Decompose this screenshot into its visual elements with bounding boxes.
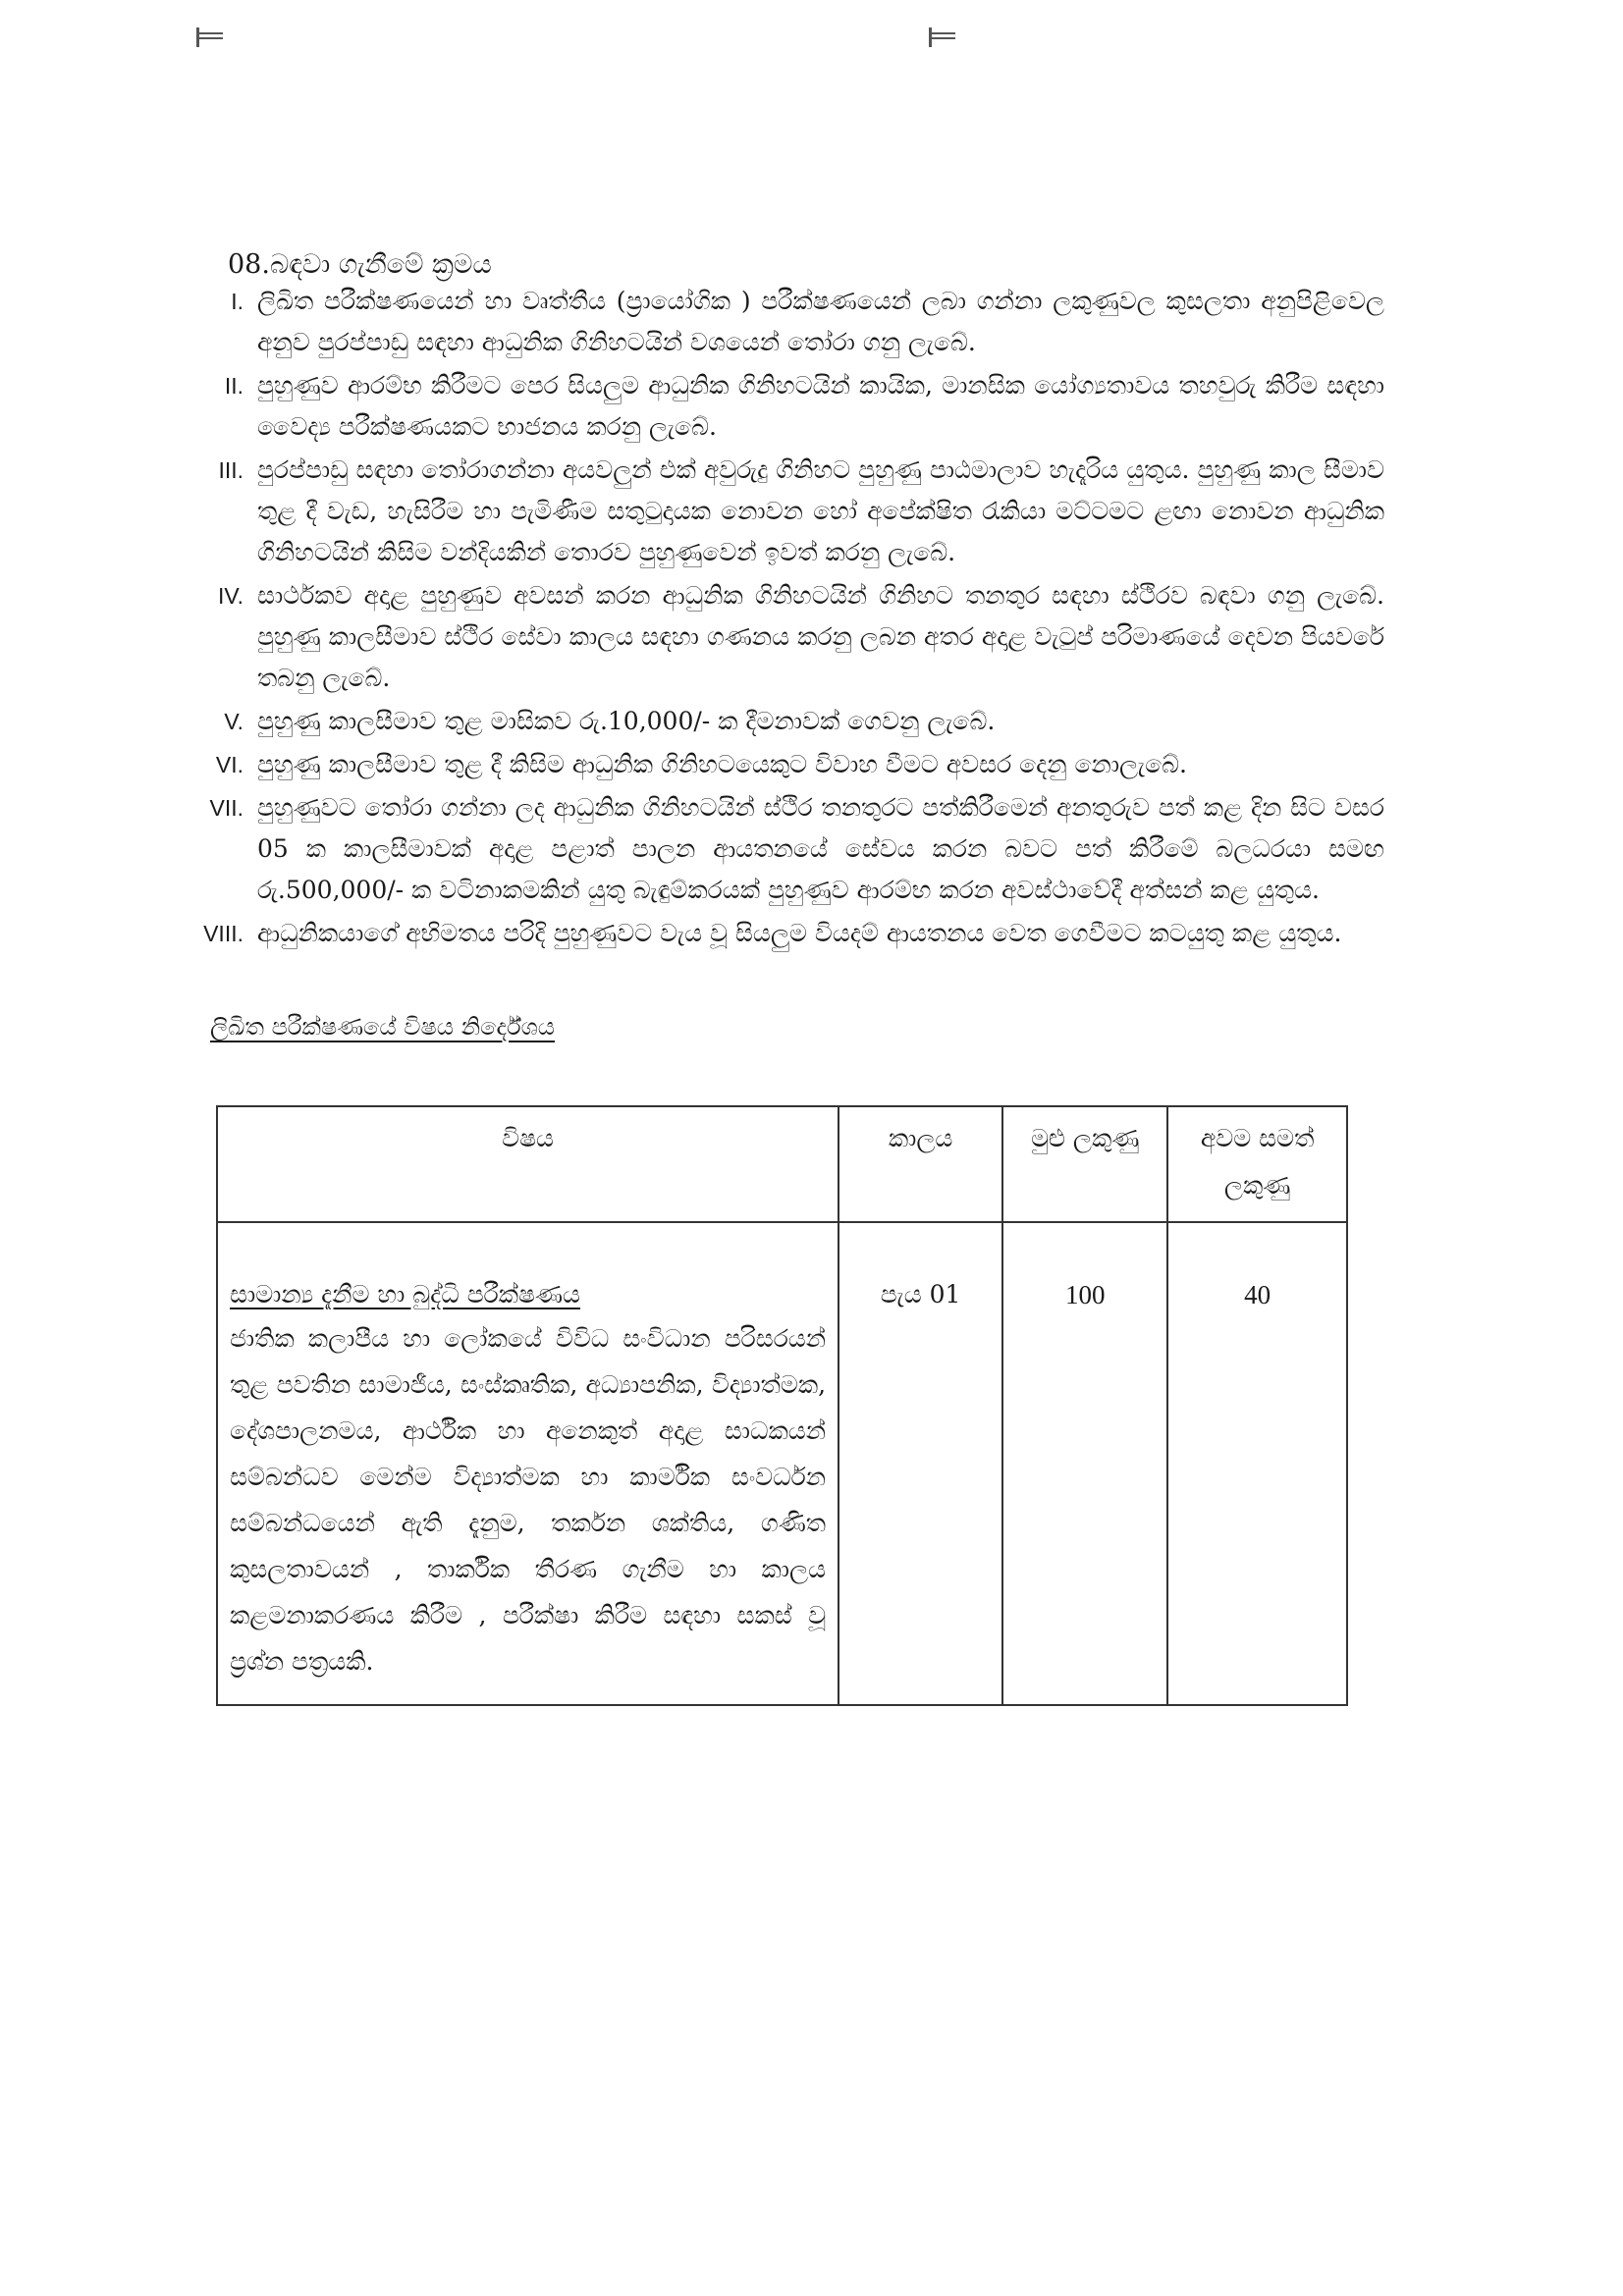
step-text: පුහුණුව ආරම්භ කිරීමට පෙර සියලුම ආධුනික ගිනිහටයින් කායික, මානසික යෝග්‍යතාවය තහවුරු කිරීම සඳහා වෛද්‍ය පරීක්ෂණයකට භාජනය කරනු ලැබේ. xyxy=(257,371,1384,441)
table-header-row xyxy=(217,1106,1347,1222)
step-text: පුහුණු කාලසීමාව තුළ මාසිකව රු.10,000/- ක දීමනාවක් ගෙවනු ලැබේ. xyxy=(257,707,996,735)
step-text: පුහුණු කාලසීමාව තුළ දී කිසිම ආධුනික ගිනිහටයෙකුට විවාහ වීමට අවසර දෙනු නොලැබේ. xyxy=(257,750,1187,778)
step-item xyxy=(167,365,1384,448)
header-subject: විෂය xyxy=(217,1106,839,1222)
total-marks-cell: 100 xyxy=(1002,1222,1167,1705)
step-item xyxy=(167,787,1384,911)
step-item xyxy=(167,744,1384,785)
step-number: II. xyxy=(224,373,243,399)
subject-description: ජාතික කලාපීය හා ලෝකයේ විවිධ සංවිධාන පරිසරයන් තුළ පවතින සාමාජීය, සංස්කෘතික, අධ්‍යාපනික, විද්‍යාත්මක, දේශපාලනමය, ආර්ථික හා අනෙකුත් අදාළ සාධකයන් සම්බන්ධව මෙන්ම විද්‍යාත්මක හා කාර්මික සංවර්ධන සම්බන්ධයෙන් ඇති දැනුම, තර්කන ශක්තිය, ගණිත කුසලතාවයන් , තාර්කික තීරණ ගැනීම හා කාලය කළමනාකරණය කිරීම , පරීක්ෂා කිරීම සඳහා සකස් වූ ප්‍රශ්න පත්‍රයකි. xyxy=(230,1324,827,1676)
section-heading: 08.බඳවා ගැනීමේ ක්‍රමය xyxy=(228,249,492,280)
step-text: ආධුනිකයාගේ අභිමතය පරිදි පුහුණුවට වැය වූ සියලුම වියදම් ආයතනය වෙත ගෙවීමට කටයුතු කළ යුතුය. xyxy=(257,919,1342,947)
step-number: VIII. xyxy=(203,921,243,946)
step-item xyxy=(167,281,1384,363)
syllabus-table xyxy=(216,1105,1348,1706)
pass-marks-cell: 40 xyxy=(1167,1222,1347,1705)
step-item xyxy=(167,913,1384,954)
step-number: I. xyxy=(231,289,243,314)
step-number: IV. xyxy=(217,583,243,609)
binding-mark-left xyxy=(196,27,226,47)
step-item xyxy=(167,450,1384,573)
step-text: සාර්ථකව අදාළ පුහුණුව අවසන් කරන ආධුනික ගිනිහටයින් ගිනිහට තනතුර සඳහා ස්ථිරව බඳවා ගනු ලැබේ. පුහුණු කාලසීමාව ස්ථිර සේවා කාලය සඳහා ගණනය කරනු ලබන අතර අදාළ වැටුප් පරිමාණයේ දෙවන පියවරේ තබනු ලැබේ. xyxy=(257,581,1384,692)
step-text: පුහුණුවට තෝරා ගන්නා ලද ආධුනික ගිනිහටයින් ස්ථිර තනතුරට පත්කිරීමෙන් අනතුරුව පත් කළ දින සිට වසර 05 ක කාලසීමාවක් අදාළ පළාත් පාලන ආයතනයේ සේවය කරන බවට පත් කිරීමේ බලධරයා සමඟ රු.500,000/- ක වටිනාකමකින් යුතු බැඳුම්කරයක් පුහුණුව ආරම්භ කරන අවස්ථාවේදී අත්සන් කළ යුතුය. xyxy=(257,793,1384,904)
step-text: පුරප්පාඩු සඳහා තෝරාගන්නා අයවලුන් එක් අවුරුදු ගිනිහට පුහුණු පාඨමාලාව හැදෑරිය යුතුය. පුහුණු කාල සීමාව තුළ දී වැඩ, හැසිරීම හා පැමිණීම සතුටුදායක නොවන හෝ අපේක්ෂිත රැකියා මට්ටමට ළඟා නොවන ආධුනික ගිනිහටයින් කිසිම වන්දියකින් තොරව පුහුණුවෙන් ඉවත් කරනු ලැබේ. xyxy=(257,455,1384,566)
table-row xyxy=(217,1222,1347,1705)
step-item xyxy=(167,575,1384,699)
duration-cell: පැය 01 xyxy=(839,1222,1002,1705)
header-total-marks: මුළු ලකුණු xyxy=(1002,1106,1167,1222)
step-number: VII. xyxy=(209,795,243,821)
syllabus-title: ලිඛිත පරීක්ෂණයේ විෂය නිර්දේශය xyxy=(210,1013,556,1041)
step-number: III. xyxy=(218,457,243,483)
step-number: VI. xyxy=(215,752,243,777)
recruitment-steps xyxy=(167,281,1384,956)
header-duration: කාලය xyxy=(839,1106,1002,1222)
subject-name: සාමාන්‍ය දැනීම හා බුද්ධි පරීක්ෂණය xyxy=(230,1280,580,1308)
binding-mark-center xyxy=(929,27,958,47)
step-text: ලිඛිත පරීක්ෂණයෙන් හා වෘත්තීය (ප්‍රායෝගික ) පරීක්ෂණයෙන් ලබා ගන්නා ලකුණුවල කුසලතා අනුපිළිවෙල අනුව පුරප්පාඩු සඳහා ආධුනික ගිනිහටයින් වශයෙන් තෝරා ගනු ලැබේ. xyxy=(257,287,1384,356)
step-number: V. xyxy=(224,709,243,734)
subject-cell xyxy=(217,1222,839,1705)
step-item xyxy=(167,701,1384,742)
header-pass-marks: අවම සමත් ලකුණු xyxy=(1167,1106,1347,1222)
